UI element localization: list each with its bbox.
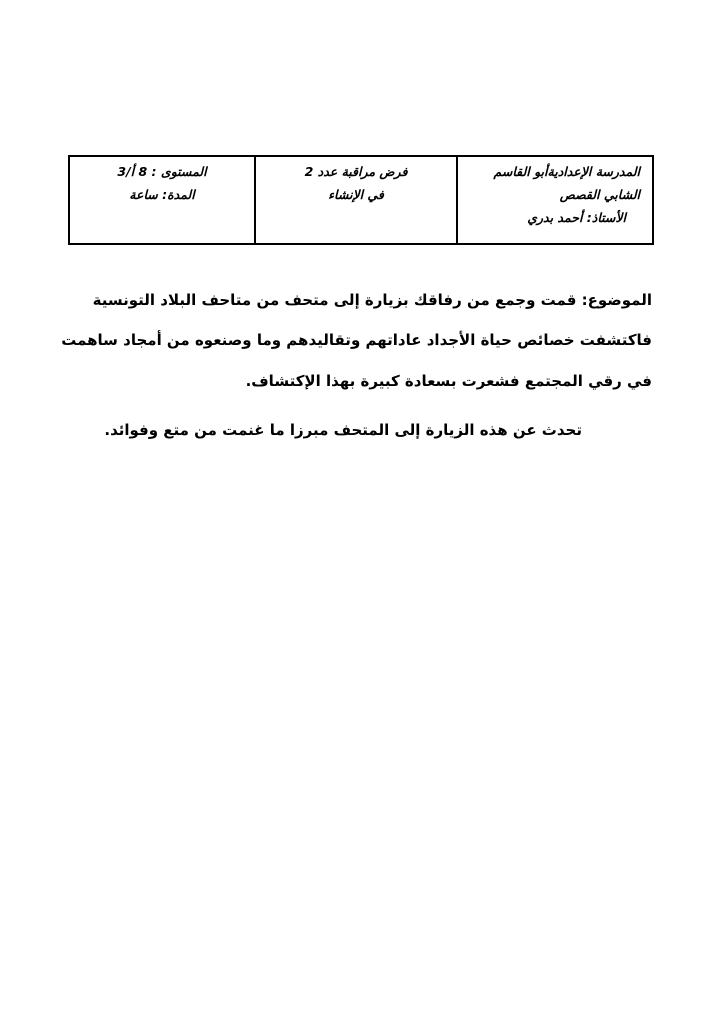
exam-subject: في الإنشاء — [328, 187, 384, 202]
school-location: الشابي القصص — [559, 187, 640, 202]
exam-info-cell — [255, 156, 457, 244]
class-level: المستوى : 8 أ/3 — [117, 164, 207, 179]
school-info-cell — [457, 156, 653, 244]
exam-header-table — [68, 155, 654, 245]
exam-title: فرض مراقبة عدد 2 — [304, 164, 408, 179]
level-info-cell — [69, 156, 255, 244]
assignment-line-2: فاكتشفت خصائص حياة الأجداد عاداتهم وتقاليدهم وما وصنعوه من أمجاد ساهمت — [61, 331, 652, 349]
assignment-line-3: في رقي المجتمع فشعرت بسعادة كبيرة بهذا الإكتشاف. — [245, 372, 652, 390]
exam-duration: المدة: ساعة — [129, 187, 195, 202]
assignment-line-1: الموضوع: قمت وجمع من رفاقك بزيارة إلى متحف من متاحف البلاد التونسية — [92, 291, 652, 309]
teacher-name: الأستاذ: أحمد بدري — [527, 210, 626, 225]
assignment-task: تحدث عن هذه الزيارة إلى المتحف مبرزا ما غنمت من متع وفوائد. — [104, 421, 582, 439]
school-name: المدرسة الإعداديةأبو القاسم — [493, 164, 640, 179]
